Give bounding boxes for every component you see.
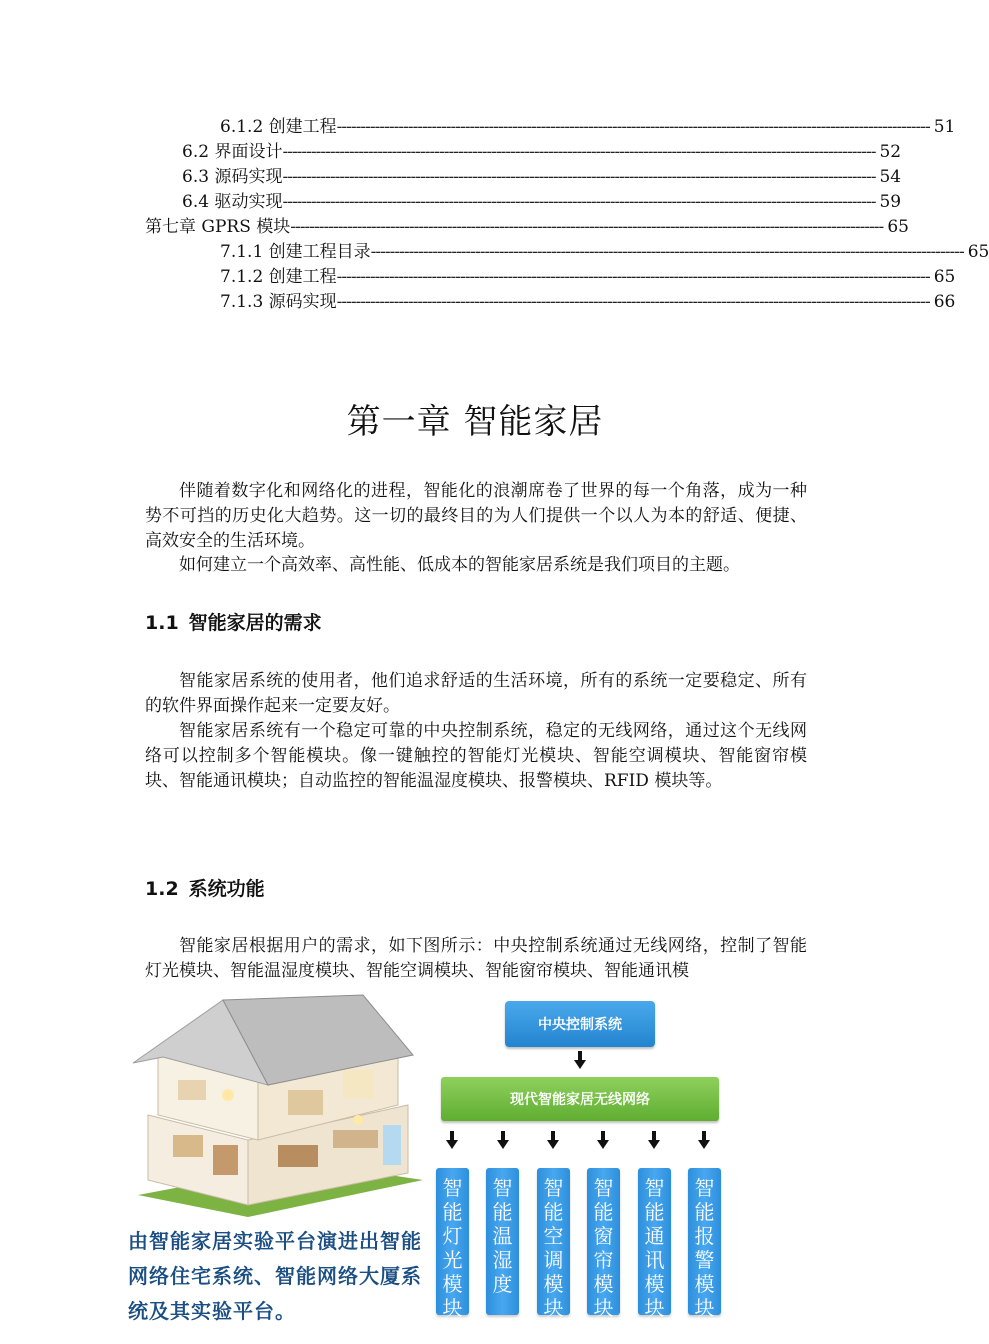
toc-page-number: 65 (967, 242, 989, 262)
toc-leader: ----------------------------------------------------------------------------------------------------------------------------- (282, 192, 876, 212)
module-char: 能 (543, 1200, 564, 1224)
toc-entry[interactable] (182, 166, 902, 188)
central-control-box: 中央控制系统 (505, 1001, 655, 1047)
module-char: 智 (593, 1176, 614, 1200)
module-char: 模 (442, 1272, 463, 1296)
module-char: 能 (694, 1200, 715, 1224)
module-char: 块 (442, 1296, 463, 1320)
section-title: 智能家居的需求 (188, 612, 322, 634)
module-char: 能 (492, 1200, 513, 1224)
toc-entry[interactable] (145, 216, 909, 238)
toc-leader: ----------------------------------------------------------------------------------------------------------------------------- (336, 267, 930, 287)
module-char: 湿 (492, 1248, 513, 1272)
intro-paragraph: 伴随着数字化和网络化的进程，智能化的浪潮席卷了世界的每一个角落，成为一种势不可挡的历史化大趋势。这一切的最终目的为人们提供一个以人为本的舒适、便捷、高效安全的生活环境。 (145, 481, 807, 551)
figure-caption: 由智能家居实验平台演进出智能网络住宅系统、智能网络大厦系统及其实验平台。 (128, 1229, 422, 1323)
module-char: 智 (543, 1176, 564, 1200)
module-temp-humidity (486, 1168, 519, 1315)
toc-page-number: 66 (933, 292, 956, 312)
module-char: 能 (644, 1200, 665, 1224)
module-char: 智 (492, 1176, 513, 1200)
smart-house-illustration (128, 995, 428, 1217)
section-number: 1.2 (145, 878, 179, 900)
toc-page-number: 51 (933, 117, 956, 137)
toc-page-number: 65 (887, 217, 909, 237)
section-heading-1-2 (145, 877, 265, 901)
module-char: 窗 (593, 1224, 614, 1248)
chapter-title: 第一章 智能家居 (346, 402, 604, 442)
toc-page-number: 52 (879, 142, 902, 162)
module-char: 调 (543, 1248, 564, 1272)
toc-label: 6.4 驱动实现 (182, 192, 283, 212)
toc-page-number: 59 (879, 192, 902, 212)
body-paragraph: 智能家居系统的使用者，他们追求舒适的生活环境，所有的系统一定要稳定、所有的软件界面操作起来一定要友好。 (145, 671, 807, 716)
module-char: 警 (694, 1248, 715, 1272)
intro-paragraph: 如何建立一个高效率、高性能、低成本的智能家居系统是我们项目的主题。 (179, 555, 740, 575)
toc-page-number: 65 (933, 267, 956, 287)
module-char: 温 (492, 1224, 513, 1248)
toc-leader: ----------------------------------------------------------------------------------------------------------------------------- (290, 217, 884, 237)
toc-page-number: 54 (879, 167, 902, 187)
toc-entry[interactable] (220, 291, 956, 313)
module-char: 智 (694, 1176, 715, 1200)
toc-entry[interactable] (220, 116, 956, 138)
arrow-down-icon (574, 1051, 586, 1069)
module-char: 模 (694, 1272, 715, 1296)
arrow-down-icon (648, 1131, 660, 1149)
module-char: 能 (442, 1200, 463, 1224)
module-char: 灯 (442, 1224, 463, 1248)
body-paragraph: 智能家居系统有一个稳定可靠的中央控制系统，稳定的无线网络，通过这个无线网络可以控制多个智能模块。像一键触控的智能灯光模块、智能空调模块、智能窗帘模块、智能通讯模块；自动监控的智能温湿度模块、报警模块、RFID 模块等。 (145, 721, 807, 791)
module-char: 光 (442, 1248, 463, 1272)
toc-entry[interactable] (220, 266, 956, 288)
toc-label: 7.1.3 源码实现 (220, 292, 337, 312)
module-communication (638, 1168, 671, 1320)
module-char: 报 (694, 1224, 715, 1248)
toc-entry[interactable] (182, 191, 902, 213)
arrow-down-icon (497, 1131, 509, 1149)
section-title: 系统功能 (188, 878, 265, 900)
module-curtain (587, 1168, 620, 1320)
module-char: 模 (593, 1272, 614, 1296)
module-char: 模 (644, 1272, 665, 1296)
arrow-down-icon (597, 1131, 609, 1149)
module-char: 智 (644, 1176, 665, 1200)
module-char: 能 (593, 1200, 614, 1224)
toc-leader: ----------------------------------------------------------------------------------------------------------------------------- (282, 142, 876, 162)
section-heading-1-1 (145, 611, 322, 635)
module-char: 讯 (644, 1248, 665, 1272)
module-air-conditioning (537, 1168, 570, 1320)
module-char: 空 (543, 1224, 564, 1248)
module-alarm (688, 1168, 721, 1320)
module-char: 块 (593, 1296, 614, 1320)
module-char: 块 (694, 1296, 715, 1320)
wireless-network-box: 现代智能家居无线网络 (441, 1077, 719, 1121)
toc-label: 7.1.2 创建工程 (220, 267, 337, 287)
arrow-down-icon (446, 1131, 458, 1149)
toc-label: 7.1.1 创建工程目录 (220, 242, 371, 262)
module-char: 模 (543, 1272, 564, 1296)
module-char: 智 (442, 1176, 463, 1200)
arrow-down-icon (698, 1131, 710, 1149)
toc-entry[interactable] (220, 241, 989, 263)
body-paragraph: 智能家居根据用户的需求，如下图所示：中央控制系统通过无线网络，控制了智能灯光模块、智能温湿度模块、智能空调模块、智能窗帘模块、智能通讯模 (145, 936, 807, 981)
module-char: 块 (543, 1296, 564, 1320)
toc-leader: ----------------------------------------------------------------------------------------------------------------------------- (370, 242, 964, 262)
section-number: 1.1 (145, 612, 179, 634)
module-lighting (436, 1168, 469, 1320)
toc-leader: ----------------------------------------------------------------------------------------------------------------------------- (336, 117, 930, 137)
module-char: 通 (644, 1224, 665, 1248)
toc-label: 6.2 界面设计 (182, 142, 283, 162)
arrow-down-icon (547, 1131, 559, 1149)
module-char: 帘 (593, 1248, 614, 1272)
toc-leader: ----------------------------------------------------------------------------------------------------------------------------- (336, 292, 930, 312)
toc-leader: ----------------------------------------------------------------------------------------------------------------------------- (282, 167, 876, 187)
module-char: 度 (492, 1272, 513, 1296)
toc-entry[interactable] (182, 141, 902, 163)
module-char: 块 (644, 1296, 665, 1320)
toc-label: 第七章 GPRS 模块 (145, 217, 291, 237)
toc-label: 6.3 源码实现 (182, 167, 283, 187)
toc-label: 6.1.2 创建工程 (220, 117, 337, 137)
